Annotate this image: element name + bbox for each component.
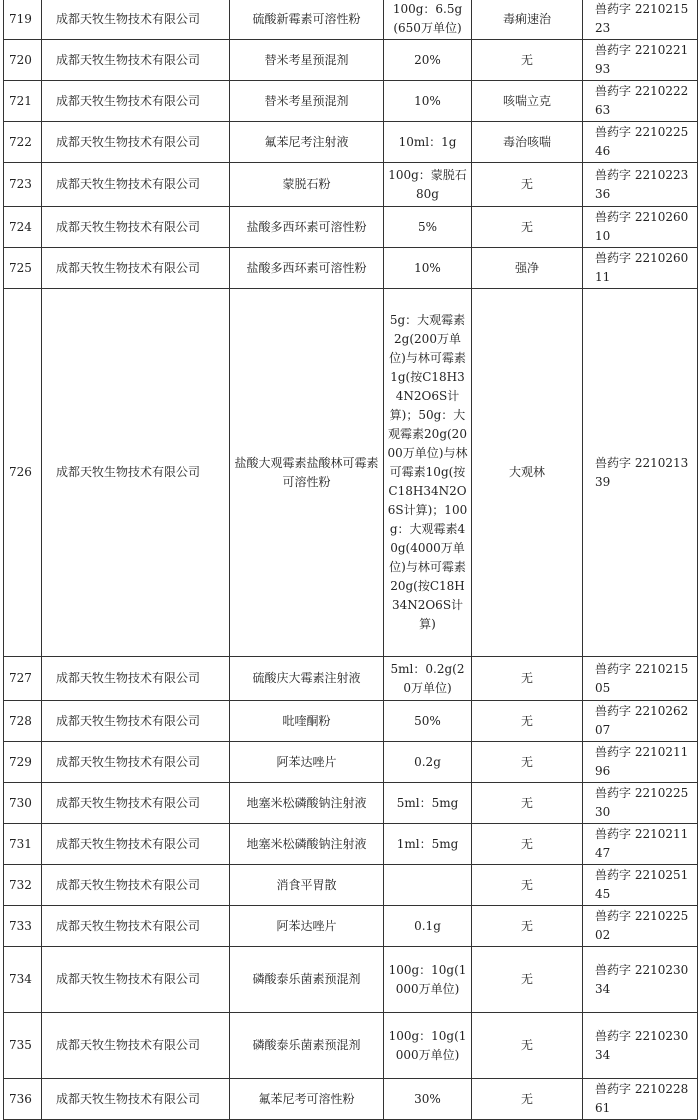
table-row [4, 701, 698, 742]
company-cell: 成都天牧生物技术有限公司 [42, 122, 230, 163]
table-row [4, 783, 698, 824]
product-cell: 吡喹酮粉 [230, 701, 384, 742]
row-number: 732 [4, 865, 42, 906]
trade-name-cell: 强净 [472, 248, 583, 289]
company-cell: 成都天牧生物技术有限公司 [42, 163, 230, 207]
spec-cell: 30% [384, 1079, 472, 1120]
trade-name-cell: 无 [472, 906, 583, 947]
trade-name-cell: 无 [472, 783, 583, 824]
spec-cell [384, 865, 472, 906]
approval-cell: 兽药字 221026207 [583, 701, 698, 742]
trade-name-cell: 无 [472, 701, 583, 742]
company-cell: 成都天牧生物技术有限公司 [42, 824, 230, 865]
spec-cell: 10% [384, 81, 472, 122]
spec-cell: 5ml：0.2g(20万单位) [384, 657, 472, 701]
trade-name-cell: 无 [472, 657, 583, 701]
table-row [4, 163, 698, 207]
trade-name-cell: 无 [472, 207, 583, 248]
company-cell: 成都天牧生物技术有限公司 [42, 289, 230, 657]
row-number: 719 [4, 0, 42, 40]
trade-name-cell: 无 [472, 1013, 583, 1079]
product-cell: 阿苯达唑片 [230, 906, 384, 947]
product-cell: 替米考星预混剂 [230, 40, 384, 81]
row-number: 736 [4, 1079, 42, 1120]
trade-name-cell: 无 [472, 1079, 583, 1120]
approval-cell: 兽药字 221022861 [583, 1079, 698, 1120]
row-number: 727 [4, 657, 42, 701]
row-number: 735 [4, 1013, 42, 1079]
trade-name-cell: 无 [472, 742, 583, 783]
spec-cell: 0.2g [384, 742, 472, 783]
row-number: 730 [4, 783, 42, 824]
spec-cell: 20% [384, 40, 472, 81]
table-row [4, 1013, 698, 1079]
trade-name-cell: 无 [472, 40, 583, 81]
spec-cell: 5g：大观霉素2g(200万单位)与林可霉素1g(按C18H34N2O6S计算)；50g：大观霉素20g(2000万单位)与林可霉素10g(按C18H34N2O6S计算)；100g：大观霉素40g(4000万单位)与林可霉素20g(按C18H34N2O6S计算) [384, 289, 472, 657]
product-cell: 盐酸大观霉素盐酸林可霉素可溶性粉 [230, 289, 384, 657]
approval-cell: 兽药字 221026010 [583, 207, 698, 248]
product-cell: 盐酸多西环素可溶性粉 [230, 207, 384, 248]
row-number: 728 [4, 701, 42, 742]
spec-cell: 1ml：5mg [384, 824, 472, 865]
trade-name-cell: 无 [472, 947, 583, 1013]
approval-cell: 兽药字 221023034 [583, 947, 698, 1013]
row-number: 722 [4, 122, 42, 163]
row-number: 734 [4, 947, 42, 1013]
table-row [4, 0, 698, 40]
table-row [4, 40, 698, 81]
approval-cell: 兽药字 221022546 [583, 122, 698, 163]
product-cell: 地塞米松磷酸钠注射液 [230, 824, 384, 865]
product-cell: 消食平胃散 [230, 865, 384, 906]
trade-name-cell: 毒痢速治 [472, 0, 583, 40]
company-cell: 成都天牧生物技术有限公司 [42, 701, 230, 742]
row-number: 726 [4, 289, 42, 657]
approval-cell: 兽药字 221026011 [583, 248, 698, 289]
trade-name-cell: 毒治咳喘 [472, 122, 583, 163]
drug-approval-table [3, 0, 698, 1120]
trade-name-cell: 咳喘立克 [472, 81, 583, 122]
row-number: 724 [4, 207, 42, 248]
product-cell: 硫酸庆大霉素注射液 [230, 657, 384, 701]
table-row [4, 289, 698, 657]
product-cell: 阿苯达唑片 [230, 742, 384, 783]
table-row [4, 865, 698, 906]
spec-cell: 100g：蒙脱石80g [384, 163, 472, 207]
approval-cell: 兽药字 221021505 [583, 657, 698, 701]
approval-cell: 兽药字 221022263 [583, 81, 698, 122]
table-row [4, 906, 698, 947]
spec-cell: 100g：6.5g(650万单位) [384, 0, 472, 40]
spec-cell: 0.1g [384, 906, 472, 947]
company-cell: 成都天牧生物技术有限公司 [42, 947, 230, 1013]
company-cell: 成都天牧生物技术有限公司 [42, 40, 230, 81]
company-cell: 成都天牧生物技术有限公司 [42, 207, 230, 248]
product-cell: 磷酸泰乐菌素预混剂 [230, 1013, 384, 1079]
approval-cell: 兽药字 221021196 [583, 742, 698, 783]
company-cell: 成都天牧生物技术有限公司 [42, 81, 230, 122]
table-row [4, 1079, 698, 1120]
table-row [4, 824, 698, 865]
spec-cell: 100g：10g(1000万单位) [384, 947, 472, 1013]
product-cell: 地塞米松磷酸钠注射液 [230, 783, 384, 824]
table-row [4, 122, 698, 163]
company-cell: 成都天牧生物技术有限公司 [42, 742, 230, 783]
approval-cell: 兽药字 221022193 [583, 40, 698, 81]
approval-cell: 兽药字 221023034 [583, 1013, 698, 1079]
approval-cell: 兽药字 221025145 [583, 865, 698, 906]
table-row [4, 81, 698, 122]
product-cell: 蒙脱石粉 [230, 163, 384, 207]
approval-cell: 兽药字 221022530 [583, 783, 698, 824]
company-cell: 成都天牧生物技术有限公司 [42, 248, 230, 289]
company-cell: 成都天牧生物技术有限公司 [42, 783, 230, 824]
approval-cell: 兽药字 221022336 [583, 163, 698, 207]
approval-cell: 兽药字 221021339 [583, 289, 698, 657]
trade-name-cell: 无 [472, 163, 583, 207]
approval-cell: 兽药字 221021147 [583, 824, 698, 865]
company-cell: 成都天牧生物技术有限公司 [42, 1079, 230, 1120]
product-cell: 替米考星预混剂 [230, 81, 384, 122]
spec-cell: 10ml：1g [384, 122, 472, 163]
product-cell: 氟苯尼考注射液 [230, 122, 384, 163]
row-number: 729 [4, 742, 42, 783]
trade-name-cell: 无 [472, 865, 583, 906]
trade-name-cell: 大观林 [472, 289, 583, 657]
approval-cell: 兽药字 221022502 [583, 906, 698, 947]
product-cell: 磷酸泰乐菌素预混剂 [230, 947, 384, 1013]
spec-cell: 5ml：5mg [384, 783, 472, 824]
spec-cell: 10% [384, 248, 472, 289]
company-cell: 成都天牧生物技术有限公司 [42, 1013, 230, 1079]
trade-name-cell: 无 [472, 824, 583, 865]
row-number: 731 [4, 824, 42, 865]
approval-cell: 兽药字 221021523 [583, 0, 698, 40]
product-cell: 盐酸多西环素可溶性粉 [230, 248, 384, 289]
company-cell: 成都天牧生物技术有限公司 [42, 0, 230, 40]
company-cell: 成都天牧生物技术有限公司 [42, 906, 230, 947]
company-cell: 成都天牧生物技术有限公司 [42, 657, 230, 701]
spec-cell: 5% [384, 207, 472, 248]
table-row [4, 947, 698, 1013]
row-number: 721 [4, 81, 42, 122]
table-row [4, 207, 698, 248]
product-cell: 硫酸新霉素可溶性粉 [230, 0, 384, 40]
row-number: 723 [4, 163, 42, 207]
product-cell: 氟苯尼考可溶性粉 [230, 1079, 384, 1120]
row-number: 725 [4, 248, 42, 289]
spec-cell: 100g：10g(1000万单位) [384, 1013, 472, 1079]
table-row [4, 657, 698, 701]
table-row [4, 742, 698, 783]
spec-cell: 50% [384, 701, 472, 742]
company-cell: 成都天牧生物技术有限公司 [42, 865, 230, 906]
row-number: 720 [4, 40, 42, 81]
table-row [4, 248, 698, 289]
row-number: 733 [4, 906, 42, 947]
